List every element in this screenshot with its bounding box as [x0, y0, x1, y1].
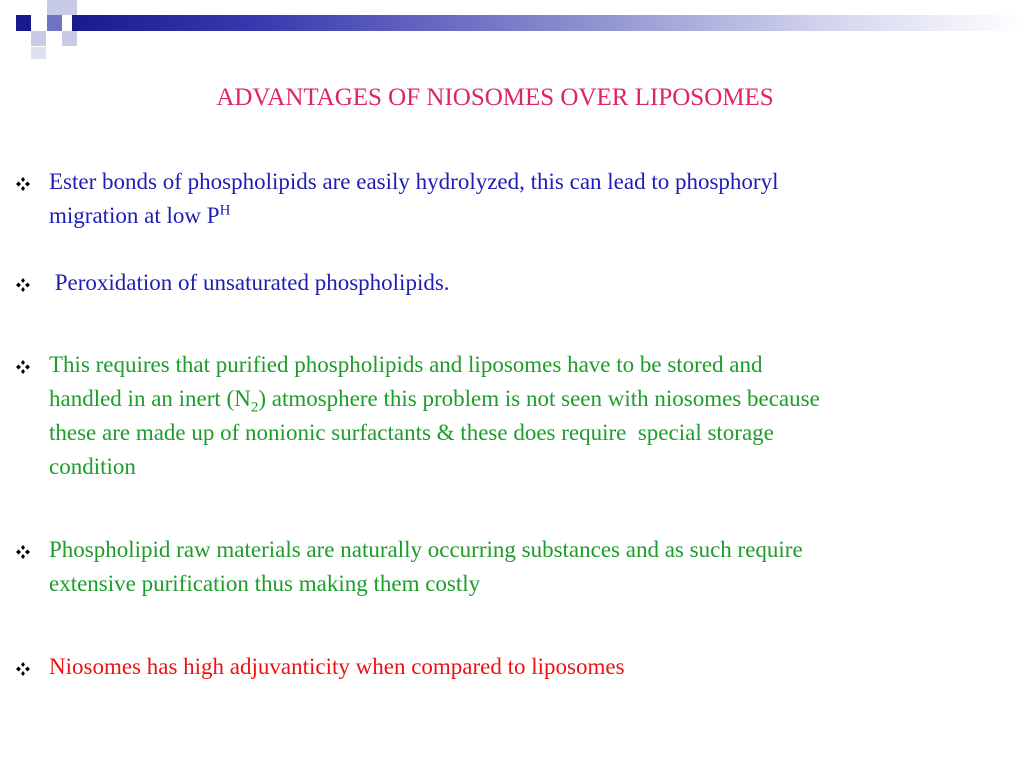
bullet-line-text: handled in an inert (N — [49, 386, 251, 411]
bullet-line — [49, 199, 1004, 233]
diamond-quad-bullet-icon — [14, 650, 32, 684]
bullet-item — [14, 165, 1004, 233]
bullet-line: condition — [49, 454, 136, 479]
bullet-line: extensive purification thus making them costly — [49, 571, 481, 596]
decor-square-lavender — [47, 0, 62, 15]
diamond-quad-bullet-icon — [14, 348, 32, 382]
header-decoration — [0, 0, 1024, 60]
bullet-text — [49, 348, 1004, 484]
decor-square-lavender — [62, 0, 77, 15]
decor-square-lavender — [31, 31, 46, 46]
decor-square-navy — [16, 15, 31, 31]
superscript: H — [219, 202, 231, 219]
bullet-text: Peroxidation of unsaturated phospholipids. — [49, 270, 450, 295]
slide-title: ADVANTAGES OF NIOSOMES OVER LIPOSOMES — [216, 84, 774, 111]
bullet-text — [49, 165, 1004, 233]
bullet-line: these are made up of nonionic surfactants & these does require special storage — [49, 420, 774, 445]
bullet-line — [49, 382, 1004, 416]
bullet-line: Phospholipid raw materials are naturally occurring substances and as such require — [49, 537, 803, 562]
decor-square-light — [31, 47, 46, 59]
bullet-item — [14, 533, 1004, 601]
decor-square-lavender — [62, 31, 77, 46]
bullet-line-text: migration at low P — [49, 203, 220, 228]
bullet-item — [14, 650, 1004, 684]
bullet-line-text: ) atmosphere this problem is not seen with niosomes because — [258, 386, 820, 411]
bullet-text — [49, 533, 1004, 601]
header-gradient-band — [72, 15, 1024, 31]
decor-square-medium — [47, 15, 62, 31]
diamond-quad-bullet-icon — [14, 165, 32, 199]
bullet-item — [14, 266, 1004, 300]
bullet-text: Niosomes has high adjuvanticity when compared to liposomes — [49, 654, 625, 679]
bullet-line: This requires that purified phospholipids and liposomes have to be stored and — [49, 352, 763, 377]
bullet-line: Ester bonds of phospholipids are easily hydrolyzed, this can lead to phosphoryl — [49, 169, 779, 194]
diamond-quad-bullet-icon — [14, 533, 32, 567]
bullet-item — [14, 348, 1004, 484]
subscript: 2 — [250, 399, 259, 416]
diamond-quad-bullet-icon — [14, 266, 32, 300]
